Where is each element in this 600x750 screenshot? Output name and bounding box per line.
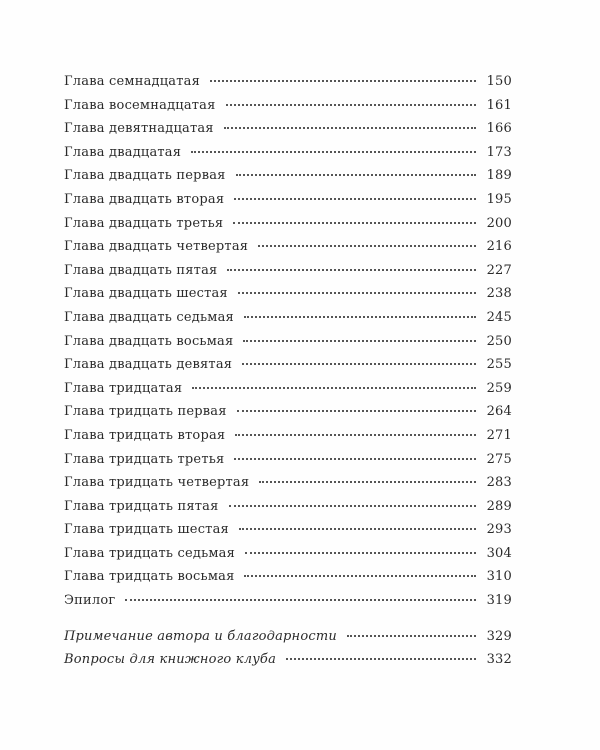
- table-of-contents: [64, 74, 512, 676]
- toc-entry-page: 166: [486, 121, 512, 137]
- toc-entry: [64, 263, 512, 287]
- toc-entry-title: Глава двадцать третья: [64, 215, 224, 231]
- toc-entry-epilogue: [64, 593, 512, 617]
- toc-entry-page: 332: [486, 652, 512, 668]
- toc-entry-title: Глава тридцать шестая: [64, 522, 229, 538]
- toc-entry-title: Глава тридцать вторая: [64, 427, 226, 443]
- dot-leader: [242, 363, 476, 365]
- dot-leader: [245, 552, 476, 554]
- toc-entry-page: 200: [486, 215, 512, 231]
- toc-entry-book-club: [64, 652, 512, 676]
- toc-entry-title: Глава двадцать шестая: [64, 286, 228, 302]
- toc-entry-page: 329: [486, 628, 512, 644]
- toc-entry-title: Глава двадцать девятая: [64, 357, 233, 373]
- toc-entry: [64, 334, 512, 358]
- toc-entry-page: 216: [486, 239, 512, 255]
- dot-leader: [226, 104, 476, 106]
- toc-entry-title: Глава двадцать седьмая: [64, 309, 234, 325]
- toc-entry-title: Глава тридцатая: [64, 380, 183, 396]
- toc-entry: [64, 192, 512, 216]
- dot-leader: [239, 528, 476, 530]
- toc-entry-page: 189: [486, 168, 512, 184]
- toc-entry-page: 250: [486, 333, 512, 349]
- toc-entry: [64, 475, 512, 499]
- dot-leader: [238, 292, 476, 294]
- toc-entry: [64, 145, 512, 169]
- toc-entry-title: Вопросы для книжного клуба: [64, 652, 277, 668]
- toc-entry-title: Глава тридцать седьмая: [64, 545, 236, 561]
- dot-leader: [244, 316, 476, 318]
- toc-entry-page: 304: [486, 545, 512, 561]
- toc-entry-page: 271: [486, 427, 512, 443]
- section-spacer: [64, 617, 512, 629]
- toc-entry-title: Глава тридцать пятая: [64, 498, 219, 514]
- toc-entry-page: 245: [486, 309, 512, 325]
- dot-leader: [224, 127, 476, 129]
- dot-leader: [234, 458, 476, 460]
- toc-entry-title: Глава восемнадцатая: [64, 97, 216, 113]
- dot-leader: [258, 245, 476, 247]
- toc-entry-page: 275: [486, 451, 512, 467]
- toc-entry-author-note: [64, 629, 512, 653]
- toc-entry: [64, 499, 512, 523]
- toc-entry: [64, 546, 512, 570]
- toc-entry-title: Глава девятнадцатая: [64, 121, 214, 137]
- toc-entry: [64, 357, 512, 381]
- dot-leader: [192, 387, 476, 389]
- toc-entry-title: Глава двадцать четвертая: [64, 239, 249, 255]
- toc-entry: [64, 239, 512, 263]
- dot-leader: [191, 151, 476, 153]
- dot-leader: [259, 481, 476, 483]
- toc-entry: [64, 168, 512, 192]
- dot-leader: [237, 410, 476, 412]
- toc-entry-title: Глава семнадцатая: [64, 74, 200, 89]
- toc-entry: [64, 74, 512, 98]
- toc-entry: [64, 216, 512, 240]
- toc-entry-title: Глава тридцать восьмая: [64, 569, 235, 585]
- dot-leader: [229, 505, 476, 507]
- toc-entry-title: Глава двадцать первая: [64, 168, 226, 184]
- toc-entry-page: 319: [486, 593, 512, 609]
- toc-entry-title: Глава двадцать пятая: [64, 262, 218, 278]
- toc-entry-title: Глава тридцать первая: [64, 404, 227, 420]
- toc-entry: [64, 452, 512, 476]
- toc-entry: [64, 98, 512, 122]
- toc-entry-page: 173: [486, 144, 512, 160]
- dot-leader: [236, 174, 476, 176]
- toc-entry-title: Примечание автора и благодарности: [64, 628, 337, 644]
- toc-entry-page: 255: [486, 357, 512, 373]
- toc-entry-title: Глава тридцать четвертая: [64, 475, 250, 491]
- toc-entry-page: 227: [486, 262, 512, 278]
- dot-leader: [125, 599, 476, 601]
- toc-entry: [64, 404, 512, 428]
- toc-entry-page: 283: [486, 475, 512, 491]
- dot-leader: [347, 635, 476, 637]
- toc-entry-title: Глава тридцать третья: [64, 451, 225, 467]
- toc-entry-page: 259: [486, 380, 512, 396]
- toc-entry: [64, 428, 512, 452]
- toc-entry-page: 238: [486, 286, 512, 302]
- toc-entry-title: Эпилог: [64, 593, 116, 609]
- toc-entry-page: 161: [486, 97, 512, 113]
- toc-entry-page: 289: [486, 498, 512, 514]
- toc-entry-page: 264: [486, 404, 512, 420]
- toc-entry: [64, 569, 512, 593]
- toc-entry-title: Глава двадцать вторая: [64, 191, 225, 207]
- dot-leader: [286, 658, 476, 660]
- toc-entry: [64, 381, 512, 405]
- dot-leader: [210, 80, 476, 82]
- toc-entry-page: 150: [486, 74, 512, 89]
- toc-entry: [64, 121, 512, 145]
- toc-entry-page: 293: [486, 522, 512, 538]
- toc-entry: [64, 286, 512, 310]
- dot-leader: [234, 198, 476, 200]
- toc-entry-page: 310: [486, 569, 512, 585]
- toc-entry-title: Глава двадцатая: [64, 144, 182, 160]
- dot-leader: [235, 434, 476, 436]
- toc-entry: [64, 522, 512, 546]
- toc-entry: [64, 310, 512, 334]
- dot-leader: [233, 222, 476, 224]
- toc-entry-page: 195: [486, 191, 512, 207]
- dot-leader: [227, 269, 476, 271]
- toc-entry-title: Глава двадцать восьмая: [64, 333, 234, 349]
- dot-leader: [243, 340, 476, 342]
- dot-leader: [244, 575, 476, 577]
